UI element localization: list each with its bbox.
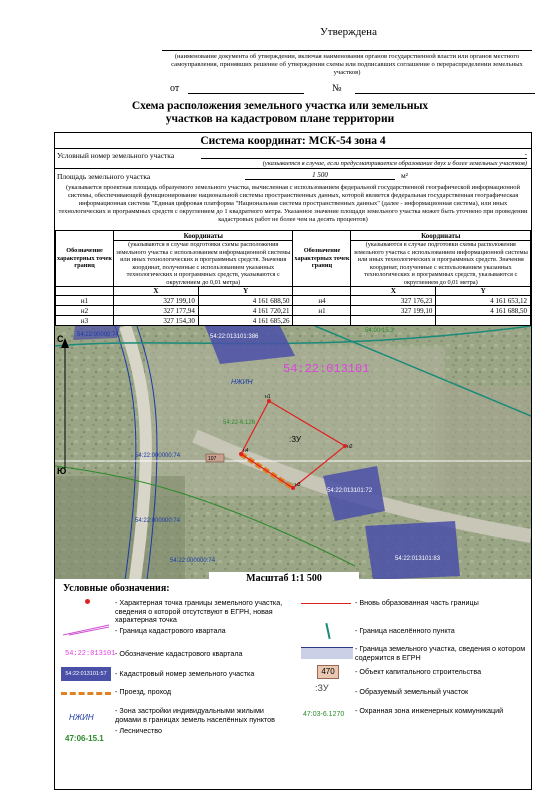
point-symbol-icon [85, 599, 90, 604]
quarter-label: 54:22:013101 [283, 362, 370, 376]
conditional-number-label: Условный номер земельного участка [57, 151, 175, 160]
cadastral-number-sample: 54:22:013101:57 [61, 667, 111, 681]
x-header: X [351, 287, 436, 296]
conditional-number-value: - [201, 150, 527, 159]
y-cell: 4 161 720,21 [198, 306, 293, 316]
date-underline [188, 93, 304, 94]
legend-item-point: - Характерная точка границы земельного участка, сведения о которой отсутствуют в ЕГРН, новая характерная точка [115, 598, 283, 624]
y-header: Y [436, 287, 531, 296]
label-n4: н4 [243, 448, 249, 454]
x-cell: 327 199,10 [351, 306, 436, 316]
y-header: Y [198, 287, 293, 296]
conditional-number-note: (указывается в случае, если предусматривается образование двух и более земельных участков) [262, 160, 527, 167]
title-line-2: участков на кадастровом плане территории [165, 113, 395, 125]
x-cell [351, 316, 436, 326]
point-cell: н1 [293, 306, 351, 316]
points-header-right: Обозначение характерных точек границ [293, 231, 351, 287]
coordinate-system-title: Система координат: МСК-54 зона 4 [55, 133, 531, 149]
point-cell: н1 [56, 296, 114, 306]
point-cell: н3 [56, 316, 114, 326]
table-row [56, 296, 531, 306]
label-n2: н2 [347, 444, 353, 450]
document-title [60, 100, 500, 126]
area-value: 1 500 [245, 171, 395, 180]
blank-cell [56, 287, 114, 296]
label-bottom-mid: 54:22:000000:74 [170, 558, 216, 564]
blank-cell [293, 287, 351, 296]
number-label: № [332, 83, 342, 94]
label-bottom-left: 54:22:000000:74 [135, 518, 181, 524]
x-header: X [114, 287, 199, 296]
approved-label: Утверждена [320, 26, 377, 38]
y-cell: 4 161 688,50 [198, 296, 293, 306]
coords-header-right: Координаты [351, 231, 531, 241]
from-label: от [170, 83, 180, 94]
south-label: Ю [57, 466, 67, 476]
scheme-frame [54, 132, 532, 790]
passage-icon [61, 692, 111, 695]
legend [55, 579, 531, 791]
label-parcel-386: 54:22:013101:386 [210, 334, 259, 340]
njin-sample: НЖИН [69, 713, 94, 722]
x-cell: 327 177,94 [114, 306, 199, 316]
utility-zone-sample: 47:03-6.1270 [303, 711, 345, 718]
y-cell: 4 161 685,26 [198, 316, 293, 326]
point-cell [293, 316, 351, 326]
label-parcel-83: 54:22:013101:83 [395, 556, 441, 562]
north-label: С [57, 334, 64, 344]
point-cell: н4 [293, 296, 351, 306]
coords-note-left: (указываются в случае подготовки схемы расположения земельного участка с использованием информационной системы или иных технологических и программных средств. Значения координат, полученные с использованием указанных технологических и программных средств, указываются с округлением до 0,01 метра) [114, 241, 293, 287]
legend-item-forest: - Лесничество [115, 726, 163, 735]
label-n3: н3 [295, 482, 301, 488]
area-row [55, 169, 531, 185]
legend-item-new-boundary: - Вновь образованная часть границы [355, 598, 479, 607]
legend-item-passage: - Проезд, проход [115, 687, 172, 696]
conditional-number-row [55, 149, 531, 169]
quarter-sample: 54:22:013101 [65, 650, 116, 658]
area-unit: м² [401, 171, 408, 180]
building-sample: 470 [317, 665, 339, 679]
new-boundary-icon [301, 603, 351, 604]
settlement-boundary-icon [325, 623, 330, 639]
label-zu: :ЗУ [289, 435, 302, 444]
coords-header-left: Координаты [114, 231, 293, 241]
legend-item-quarter-boundary: - Граница кадастрового квартала [115, 626, 226, 635]
legend-title: Условные обозначения: [63, 583, 170, 594]
label-house: 107 [208, 456, 217, 462]
quarter-boundary-icon [61, 623, 111, 637]
label-mid-left: 54:22:000000:74 [135, 453, 181, 459]
legend-item-quarter-label: - Обозначение кадастрового квартала [115, 649, 243, 658]
number-underline [355, 93, 535, 94]
zu-sample: :ЗУ [315, 683, 329, 693]
map-svg [55, 326, 531, 579]
approved-underline [162, 50, 532, 51]
x-cell: 327 176,23 [351, 296, 436, 306]
tree-area [55, 476, 185, 579]
table-row [56, 306, 531, 316]
cadastral-map [55, 325, 531, 579]
title-line-1: Схема расположения земельного участка или земельных [131, 100, 429, 112]
label-top-left: 54:22:00000:74 [77, 332, 119, 338]
legend-item-zone: - Зона застройки индивидуальными жилыми домами в границах земель населённых пунктов [115, 706, 275, 724]
yard-area [435, 386, 531, 496]
area-label: Площадь земельного участка [57, 172, 151, 181]
y-cell: 4 161 653,12 [436, 296, 531, 306]
forest-sample: 47:06-15.1 [65, 734, 104, 743]
label-top-right: 54:00-15.3 [365, 328, 394, 334]
x-cell: 327 199,10 [114, 296, 199, 306]
legend-item-new-parcel: - Образуемый земельный участок [355, 687, 469, 696]
legend-item-settlement-boundary: - Граница населённого пункта [355, 626, 455, 635]
label-njin: НЖИН [231, 379, 253, 386]
y-cell [436, 316, 531, 326]
approved-note: (наименование документа об утверждении, включая наименования органов государственной власти или органов местного самоуправления, принявших решение об утверждении схемы или подписавших соглашение о перераспределении земельных участков) [171, 53, 523, 76]
area-note: (указывается проектная площадь образуемого земельного участка, вычисленная с использованием федеральной государственной географической информационной системы, обеспечивающей функционирование национальной системы пространственных данных, которой является федеральная государственная географическая информационная система "Единая цифровая платформа "Национальная система пространственных данных" (далее - информационная система), или иных технологических и программных средств с округлением до 1 квадратного метра. Указанное значение площади земельного участка может быть уточнено при проведении кадастровых работ не более чем на десять процентов) [58, 184, 528, 223]
y-cell: 4 161 688,50 [436, 306, 531, 316]
legend-item-registered-parcel: - Граница земельного участка, сведения о котором содержится в ЕГРН [355, 644, 526, 662]
parcel-83 [365, 521, 460, 579]
registered-parcel-icon [301, 647, 353, 659]
scale-label: Масштаб 1:1 500 [209, 572, 359, 585]
label-road: 54:22-6.126 [223, 420, 256, 426]
legend-item-utility-zone: - Охранная зона инженерных коммуникаций [355, 706, 504, 715]
point-cell: н2 [56, 306, 114, 316]
x-cell: 327 154,30 [114, 316, 199, 326]
legend-item-cadastral-number: - Кадастровый номер земельного участка [115, 669, 255, 678]
points-header-left: Обозначение характерных точек границ [56, 231, 114, 287]
label-n1: н1 [265, 394, 271, 400]
label-parcel-72: 54:22:013101:72 [327, 488, 373, 494]
coords-note-right: (указываются в случае подготовки схемы расположения земельного участка с использованием информационной системы или иных технологических и программных средств. Значения координат, полученные с использованием указанных технологических и программных средств, указываются с округлением до 0,01 метра) [351, 241, 531, 287]
coordinates-table [55, 230, 531, 326]
table-row [56, 316, 531, 326]
legend-item-building: - Объект капитального строительства [355, 667, 482, 676]
